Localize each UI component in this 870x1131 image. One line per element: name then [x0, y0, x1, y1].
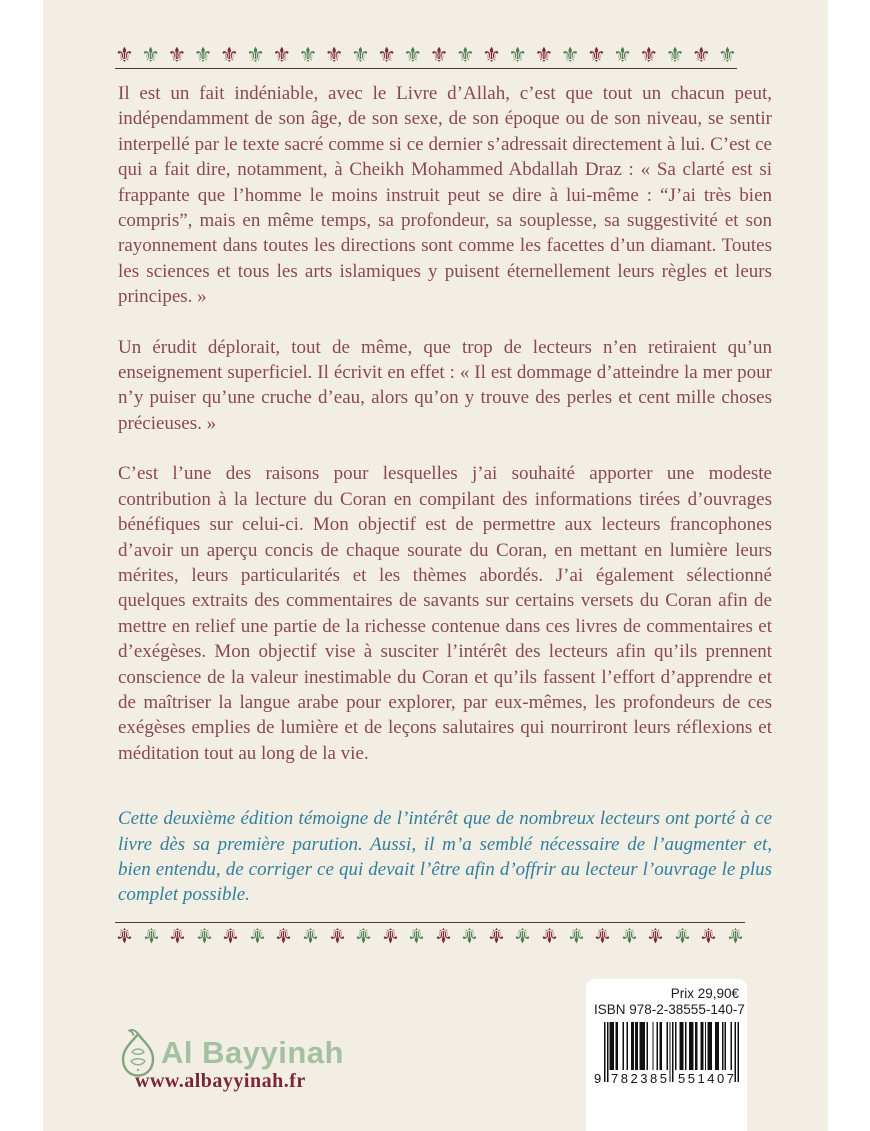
text-column [115, 0, 772, 954]
fleur-de-lis: ⚜ [168, 922, 187, 947]
fleur-de-lis: ⚜ [613, 43, 632, 67]
paragraph-3: C’est l’une des raisons pour lesquelles j’ai souhaité apporter une modeste contribution à la lecture du Coran en compilant des informations tirées d’ouvrages bénéfiques sur celui-ci. Mon objectif est de permettre aux lecteurs francophones d’avoir un aperçu concis de chaque sourate du Coran, en mettant en lumière leurs mérites, leurs particularités et les thèmes abordés. J’ai également sélectionné quelques extraits des commentaires de savants sur certains versets du Coran afin de mettre en relief une partie de la richesse contenue dans ces livres de commentaires et d’exégèses. Mon objectif vise à susciter l’intérêt des lecteurs afin qu’ils prennent conscience de la valeur inestimable du Coran et qu’ils fassent l’effort d’apprendre et de maîtriser la langue arabe pour explorer, par eux-mêmes, les profondeurs de ces exégèses emplies de lumière et de leçons salutaires qui nourriront leurs réflexions et méditation tout au long de la vie. [118, 463, 772, 764]
fleur-de-lis: ⚜ [407, 922, 427, 947]
fleur-de-lis: ⚜ [300, 922, 320, 947]
fleur-de-lis: ⚜ [377, 43, 397, 67]
fleur-de-lis: ⚜ [691, 43, 711, 67]
paragraph-2: Un érudit déplorait, tout de même, que trop de lecteurs n’en retiraient qu’un enseignement superficiel. Il écrivit en effet : « Il est dommage d’atteindre la mer pour n’y puiser qu’une cruche d’eau, alors qu’on y trouve des perles et cent mille choses précieuses. » [118, 336, 772, 434]
fleur-de-lis: ⚜ [219, 43, 239, 67]
fleur-de-lis: ⚜ [247, 922, 267, 947]
fleur-de-lis: ⚜ [324, 43, 344, 67]
fleur-de-lis: ⚜ [725, 922, 745, 947]
fleur-de-lis: ⚜ [194, 922, 214, 947]
fleur-de-lis: ⚜ [534, 43, 554, 67]
fleur-de-lis: ⚜ [619, 922, 639, 947]
svg-text:9: 9 [594, 1071, 602, 1086]
ean-barcode-graphic [594, 1022, 740, 1086]
fleur-de-lis: ⚜ [350, 43, 370, 67]
fleur-de-lis: ⚜ [433, 922, 453, 947]
ornament-border-bottom [115, 922, 745, 954]
publisher-website: www.albayyinah.fr [135, 1070, 306, 1092]
fleur-de-lis: ⚜ [460, 922, 480, 947]
fleur-de-lis: ⚜ [221, 922, 241, 947]
fleur-de-lis: ⚜ [354, 922, 373, 947]
publisher-name: Al Bayyinah [161, 1035, 344, 1070]
isbn-label: ISBN 978-2-38555-140-7 [594, 1002, 745, 1017]
fleur-de-lis: ⚜ [141, 43, 161, 67]
price-label: Prix 29,90€ [670, 986, 739, 1001]
closing-note: Cette deuxième édition témoigne de l’intérêt que de nombreux lecteurs ont porté à ce livre dès sa première parution. Aussi, il m’a semblé nécessaire de l’augmenter et, bien entendu, de corriger ce qui devait l’être afin d’offrir au lecteur l’ouvrage le plus complet possible. [118, 808, 772, 906]
fleur-de-lis: ⚜ [274, 922, 294, 947]
fleur-de-lis: ⚜ [482, 43, 501, 67]
fleur-de-lis: ⚜ [646, 922, 666, 947]
fleur-de-lis: ⚜ [508, 43, 528, 67]
fleur-de-lis: ⚜ [665, 43, 685, 67]
fleur-de-lis: ⚜ [380, 922, 400, 947]
paragraph-1: Il est un fait indéniable, avec le Livre d’Allah, c’est que tout un chacun peut, indépendamment de son âge, de son sexe, de son époque ou de son niveau, se sentir interpellé par le texte sacré comme si ce dernier s’adressait directement à lui. C’est ce qui a fait dire, notamment, à Cheikh Mohammed Abdallah Draz : « Sa clarté est si frappante que l’homme le moins instruit peut se dire à lui-même : “J’ai très bien compris”, mais en même temps, sa profondeur, sa souplesse, sa suggestivité et son rayonnement dans toutes les directions sont comme les facettes d’un diamant. Toutes les sciences et tous les arts islamiques y puisent éternellement leurs règles et leurs principes. » [118, 83, 772, 308]
fleur-de-lis: ⚜ [586, 43, 606, 67]
fleur-de-lis: ⚜ [699, 922, 719, 947]
fleur-de-lis: ⚜ [327, 922, 347, 947]
fleur-de-lis: ⚜ [718, 43, 737, 67]
ornament-border-top [115, 36, 737, 69]
fleur-de-lis: ⚜ [429, 43, 449, 67]
svg-text:782385: 782385 [611, 1071, 667, 1086]
fleur-de-lis: ⚜ [298, 43, 318, 67]
fleur-de-lis: ⚜ [115, 43, 134, 67]
svg-text:551407: 551407 [678, 1071, 734, 1086]
fleur-de-lis: ⚜ [593, 922, 612, 947]
fleur-de-lis: ⚜ [560, 43, 580, 67]
price-barcode-panel [586, 979, 747, 1131]
fleur-de-lis: ⚜ [540, 922, 559, 947]
ean-barcode [594, 1022, 739, 1091]
fleur-de-lis: ⚜ [246, 43, 265, 67]
fleur-de-lis: ⚜ [455, 43, 475, 67]
fleur-de-lis: ⚜ [141, 922, 161, 947]
fleur-de-lis: ⚜ [639, 43, 659, 67]
fleur-de-lis: ⚜ [513, 922, 533, 947]
fleur-de-lis: ⚜ [403, 43, 423, 67]
fleur-de-lis: ⚜ [672, 922, 692, 947]
fleur-de-lis: ⚜ [486, 922, 506, 947]
fleur-de-lis: ⚜ [272, 43, 292, 67]
fleur-de-lis: ⚜ [115, 922, 134, 947]
fleur-de-lis: ⚜ [193, 43, 213, 67]
cover-background [43, 0, 828, 1131]
fleur-de-lis: ⚜ [167, 43, 187, 67]
fleur-de-lis: ⚜ [566, 922, 586, 947]
